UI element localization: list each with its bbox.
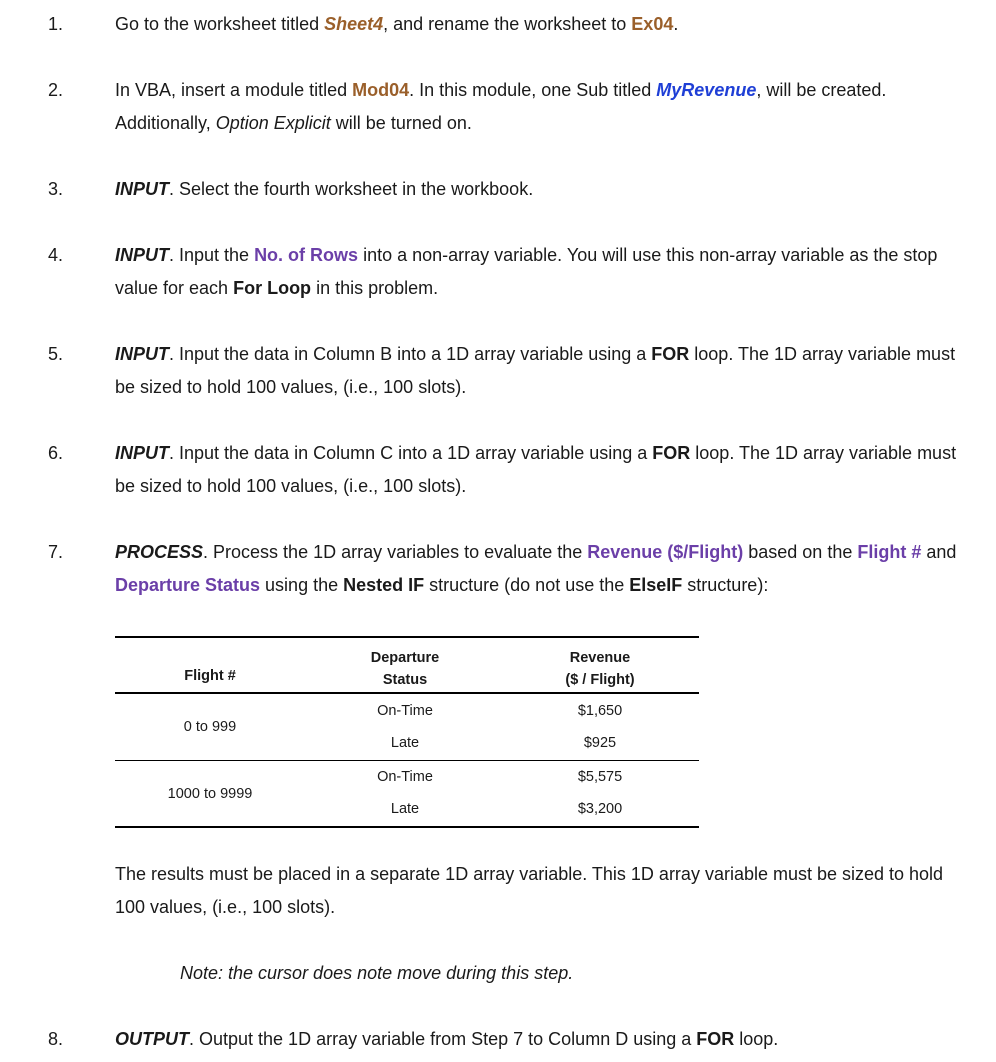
step-number: 6. bbox=[48, 443, 64, 463]
revenue-cell: $925 bbox=[583, 735, 617, 751]
revenue-cell: $5,575 bbox=[577, 769, 623, 785]
step-number: 2. bbox=[48, 80, 64, 100]
header-status: Departure Status bbox=[370, 650, 440, 688]
status-cell: On-Time bbox=[377, 769, 433, 785]
revenue-cell: $1,650 bbox=[577, 703, 623, 719]
step-5-text: INPUT. Input the data in Column B into a 1D array variable using a FOR loop. The 1D array variable must be sized to hold 100 values, (i.e., 100 slots). bbox=[115, 344, 956, 397]
status-cell: Late bbox=[390, 801, 420, 817]
step-number: 7. bbox=[48, 542, 64, 562]
step-number: 5. bbox=[48, 344, 64, 364]
flight-range: 0 to 999 bbox=[183, 719, 237, 735]
status-cell: On-Time bbox=[377, 703, 433, 719]
table-bottom-rule bbox=[115, 826, 699, 828]
step-number: 4. bbox=[48, 245, 64, 265]
revenue-cell: $3,200 bbox=[577, 801, 623, 817]
step-number: 1. bbox=[48, 14, 64, 34]
step-1-text: Go to the worksheet titled Sheet4, and rename the worksheet to Ex04. bbox=[115, 14, 679, 34]
header-flight: Flight # bbox=[184, 668, 236, 684]
flight-range: 1000 to 9999 bbox=[167, 786, 253, 802]
step-8-text: OUTPUT. Output the 1D array variable from Step 7 to Column D using a FOR loop. bbox=[115, 1029, 779, 1049]
table-top-rule bbox=[115, 636, 699, 638]
header-rule bbox=[115, 692, 699, 694]
header-revenue: Revenue ($ / Flight) bbox=[565, 650, 635, 688]
step-number: 8. bbox=[48, 1029, 64, 1049]
step-6-text: INPUT. Input the data in Column C into a 1D array variable using a FOR loop. The 1D array variable must be sized to hold 100 values, (i.e., 100 slots). bbox=[115, 443, 957, 496]
step-2-text: In VBA, insert a module titled Mod04. In this module, one Sub titled MyRevenue, will be created. Additionally, Option Explicit will be turned on. bbox=[115, 80, 887, 133]
status-cell: Late bbox=[390, 735, 420, 751]
step-4-text: INPUT. Input the No. of Rows into a non-array variable. You will use this non-array variable as the stop value for each For Loop in this problem. bbox=[115, 245, 938, 298]
step-3-text: INPUT. Select the fourth worksheet in the workbook. bbox=[115, 179, 534, 199]
note-text: Note: the cursor does note move during this step. bbox=[180, 963, 574, 983]
group-rule bbox=[115, 760, 699, 761]
step-number: 3. bbox=[48, 179, 64, 199]
step-7-text: PROCESS. Process the 1D array variables to evaluate the Revenue ($/Flight) based on the Flight # and Departure Status using the Nested IF structure (do not use the ElseIF structure): bbox=[115, 542, 957, 595]
results-paragraph: The results must be placed in a separate 1D array variable. This 1D array variable must be sized to hold 100 values, (i.e., 100 slots). bbox=[115, 864, 944, 917]
